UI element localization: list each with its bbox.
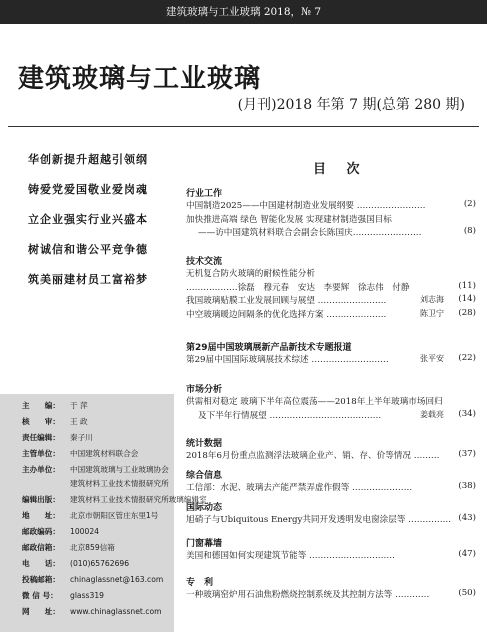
toc-entry-title: ——访中国建筑材料联合会副会长陈国庆……………………	[198, 228, 422, 238]
toc-section-title: 门窗幕墙	[186, 539, 223, 549]
masthead-value: www.chinaglassnet.com	[70, 607, 162, 616]
masthead-label: 主管单位：	[22, 449, 60, 458]
toc-entry-title: 第29届中国国际玻璃展技术综述 ………………………	[186, 355, 389, 365]
masthead-row	[22, 542, 115, 554]
running-header: 建筑玻璃与工业玻璃 2018，№ 7	[165, 6, 321, 18]
masthead-row	[22, 478, 169, 490]
toc-entry-page: (2)	[463, 199, 476, 209]
toc-entry-title: 无机复合防火玻璃的耐候性能分析	[186, 269, 315, 279]
toc-entry-title: 加快推进高端 绿色 智能化发展 实现建材制造强国目标	[186, 214, 392, 225]
toc-entry[interactable]	[186, 294, 476, 306]
toc-entry-title: 美国和德国如何实现建筑节能等 …………………………	[186, 551, 395, 561]
toc-entry-author: 姜载亮	[420, 409, 444, 419]
toc-entry[interactable]	[186, 449, 476, 461]
masthead-row	[22, 526, 99, 538]
toc-entry-title: 及下半年行情展望 …………………………………	[198, 410, 382, 421]
masthead-value: chinaglassnet@163.com	[70, 575, 164, 584]
toc-entry[interactable]	[186, 353, 476, 365]
toc-heading: 目 次	[313, 162, 368, 177]
masthead-row	[22, 606, 162, 618]
toc-entry[interactable]	[186, 409, 476, 421]
masthead-row	[22, 416, 88, 428]
slogan: 筑美丽建材员工富裕梦	[28, 273, 148, 286]
masthead-label: 编辑出版：	[22, 495, 60, 504]
masthead-row	[22, 494, 207, 506]
toc-entry-title: 一种玻璃窑炉用石油焦粉燃烧控制系统及其控制方法等 …………	[186, 590, 430, 600]
toc-entry[interactable]	[186, 588, 476, 600]
toc-entry[interactable]	[186, 513, 476, 525]
slogan: 树诚信和谐公平竞争德	[28, 243, 148, 256]
masthead-value: 秦子川	[70, 433, 93, 442]
toc-entry-title: 旭硝子与Ubiquitous Energy共同开发透明发电窗涂层等 ……………	[186, 515, 452, 525]
masthead-label: 主 编：	[22, 401, 60, 410]
masthead-label: 核 审：	[22, 417, 60, 426]
slogan-list	[28, 150, 178, 300]
toc-entry[interactable]	[186, 226, 476, 238]
masthead-label: 邮政信箱：	[22, 543, 60, 552]
masthead-label: 地 址：	[22, 511, 60, 520]
slogan: 华创新提升超越引领纲	[28, 153, 148, 166]
slogan: 铸爱党爱国敬业爱岗魂	[28, 183, 148, 196]
masthead-row	[22, 464, 169, 476]
toc-entry-title: 中国制造2025——中国建材制造业发展纲要 ……………………	[186, 201, 426, 211]
header-bar	[0, 0, 487, 24]
toc-section-title: 专 利	[186, 578, 214, 588]
toc-entry-page: (28)	[458, 307, 476, 318]
toc-entry-title: 工信部：水泥、玻璃去产能严禁弄虚作假等 …………………	[186, 483, 413, 493]
toc-section-title: 统计数据	[186, 439, 223, 449]
toc-entry-page: (34)	[458, 408, 476, 419]
masthead-value: (010)65762696	[70, 559, 130, 568]
masthead-value: 中国建筑材料联合会	[70, 449, 139, 458]
toc-entry-author: 张平安	[420, 354, 444, 363]
toc-entry[interactable]	[186, 213, 476, 225]
masthead-row	[22, 432, 93, 444]
toc-entry[interactable]	[186, 395, 476, 407]
toc-entry[interactable]	[186, 308, 476, 320]
masthead-label: 微 信 号：	[22, 591, 58, 600]
toc-entry-page: (22)	[458, 353, 476, 363]
masthead-label: 电 话：	[22, 559, 60, 568]
toc-section-title: 技术交流	[186, 257, 223, 267]
toc-section-title: 市场分析	[186, 385, 223, 395]
toc-entry-title: ………………徐磊 穆元春 安达 李要辉 徐志伟 付静	[186, 282, 410, 293]
masthead-value: 建筑材料工业技术情报研究所玻璃编辑室	[70, 495, 207, 504]
masthead-value: 于 萍	[70, 401, 88, 410]
toc-entry-page: (37)	[458, 449, 476, 459]
masthead-row	[22, 574, 163, 586]
masthead-label: 邮政编码：	[22, 527, 60, 536]
toc-entry-page: (8)	[463, 226, 476, 236]
divider	[8, 126, 479, 127]
toc-section-title: 行业工作	[186, 189, 223, 199]
masthead-row	[22, 448, 138, 460]
toc-section-title: 第29届中国玻璃展新产品新技术专题报道	[186, 343, 352, 353]
toc-entry[interactable]	[186, 267, 476, 279]
masthead-label: 投稿邮箱：	[22, 575, 60, 584]
masthead-value: 王 政	[70, 417, 88, 426]
toc-entry-page: (47)	[458, 549, 476, 559]
masthead-row	[22, 590, 104, 602]
masthead-label: 网 址：	[22, 607, 60, 616]
masthead-value: 北京市朝阳区管庄东里1号	[70, 511, 159, 520]
slogan: 立企业强实行业兴盛本	[28, 213, 148, 226]
journal-title: 建筑玻璃与工业玻璃	[18, 64, 262, 94]
masthead-value: 北京859信箱	[70, 543, 115, 552]
toc-entry[interactable]	[186, 199, 476, 211]
masthead-value: 中国建筑玻璃与工业玻璃协会	[70, 465, 169, 474]
toc-entry-title: 供需相对稳定 玻璃下半年高位震荡——2018年上半年玻璃市场回归	[186, 397, 443, 407]
toc-section-title: 综合信息	[186, 471, 223, 481]
toc-entry-title: 2018年6月份重点监测浮法玻璃企业产、销、存、价等情况 ………	[186, 451, 440, 461]
masthead-value: glass319	[70, 591, 104, 600]
masthead-row	[22, 510, 158, 522]
toc-entry-author: 陈卫宁	[420, 308, 444, 318]
toc-entry[interactable]	[186, 549, 476, 561]
toc-entry-page: (43)	[458, 513, 476, 523]
masthead-label: 责任编辑：	[22, 433, 60, 442]
masthead-value: 100024	[70, 527, 99, 536]
toc-entry-title: 中空玻璃暖边间隔条的优化选择方案 …………………	[186, 309, 387, 320]
toc-section-title: 国际动态	[186, 503, 223, 513]
toc-entry-author: 刘志海	[420, 295, 444, 304]
toc-entry-title: 我国玻璃贴膜工业发展回顾与展望 ……………………	[186, 296, 387, 306]
masthead-row	[22, 400, 88, 412]
masthead-value: 建筑材料工业技术情报研究所	[70, 479, 169, 488]
toc-entry-page: (11)	[458, 280, 476, 291]
issue-info: (月刊)2018 年第 7 期(总第 280 期)	[237, 97, 465, 113]
toc-entry-page: (14)	[458, 294, 476, 304]
toc-entry[interactable]	[186, 281, 476, 293]
toc-entry-page: (50)	[458, 588, 476, 598]
masthead-label: 主办单位：	[22, 465, 60, 474]
toc-entry-page: (38)	[458, 481, 476, 491]
toc-entry[interactable]	[186, 481, 476, 493]
masthead-row	[22, 558, 129, 570]
